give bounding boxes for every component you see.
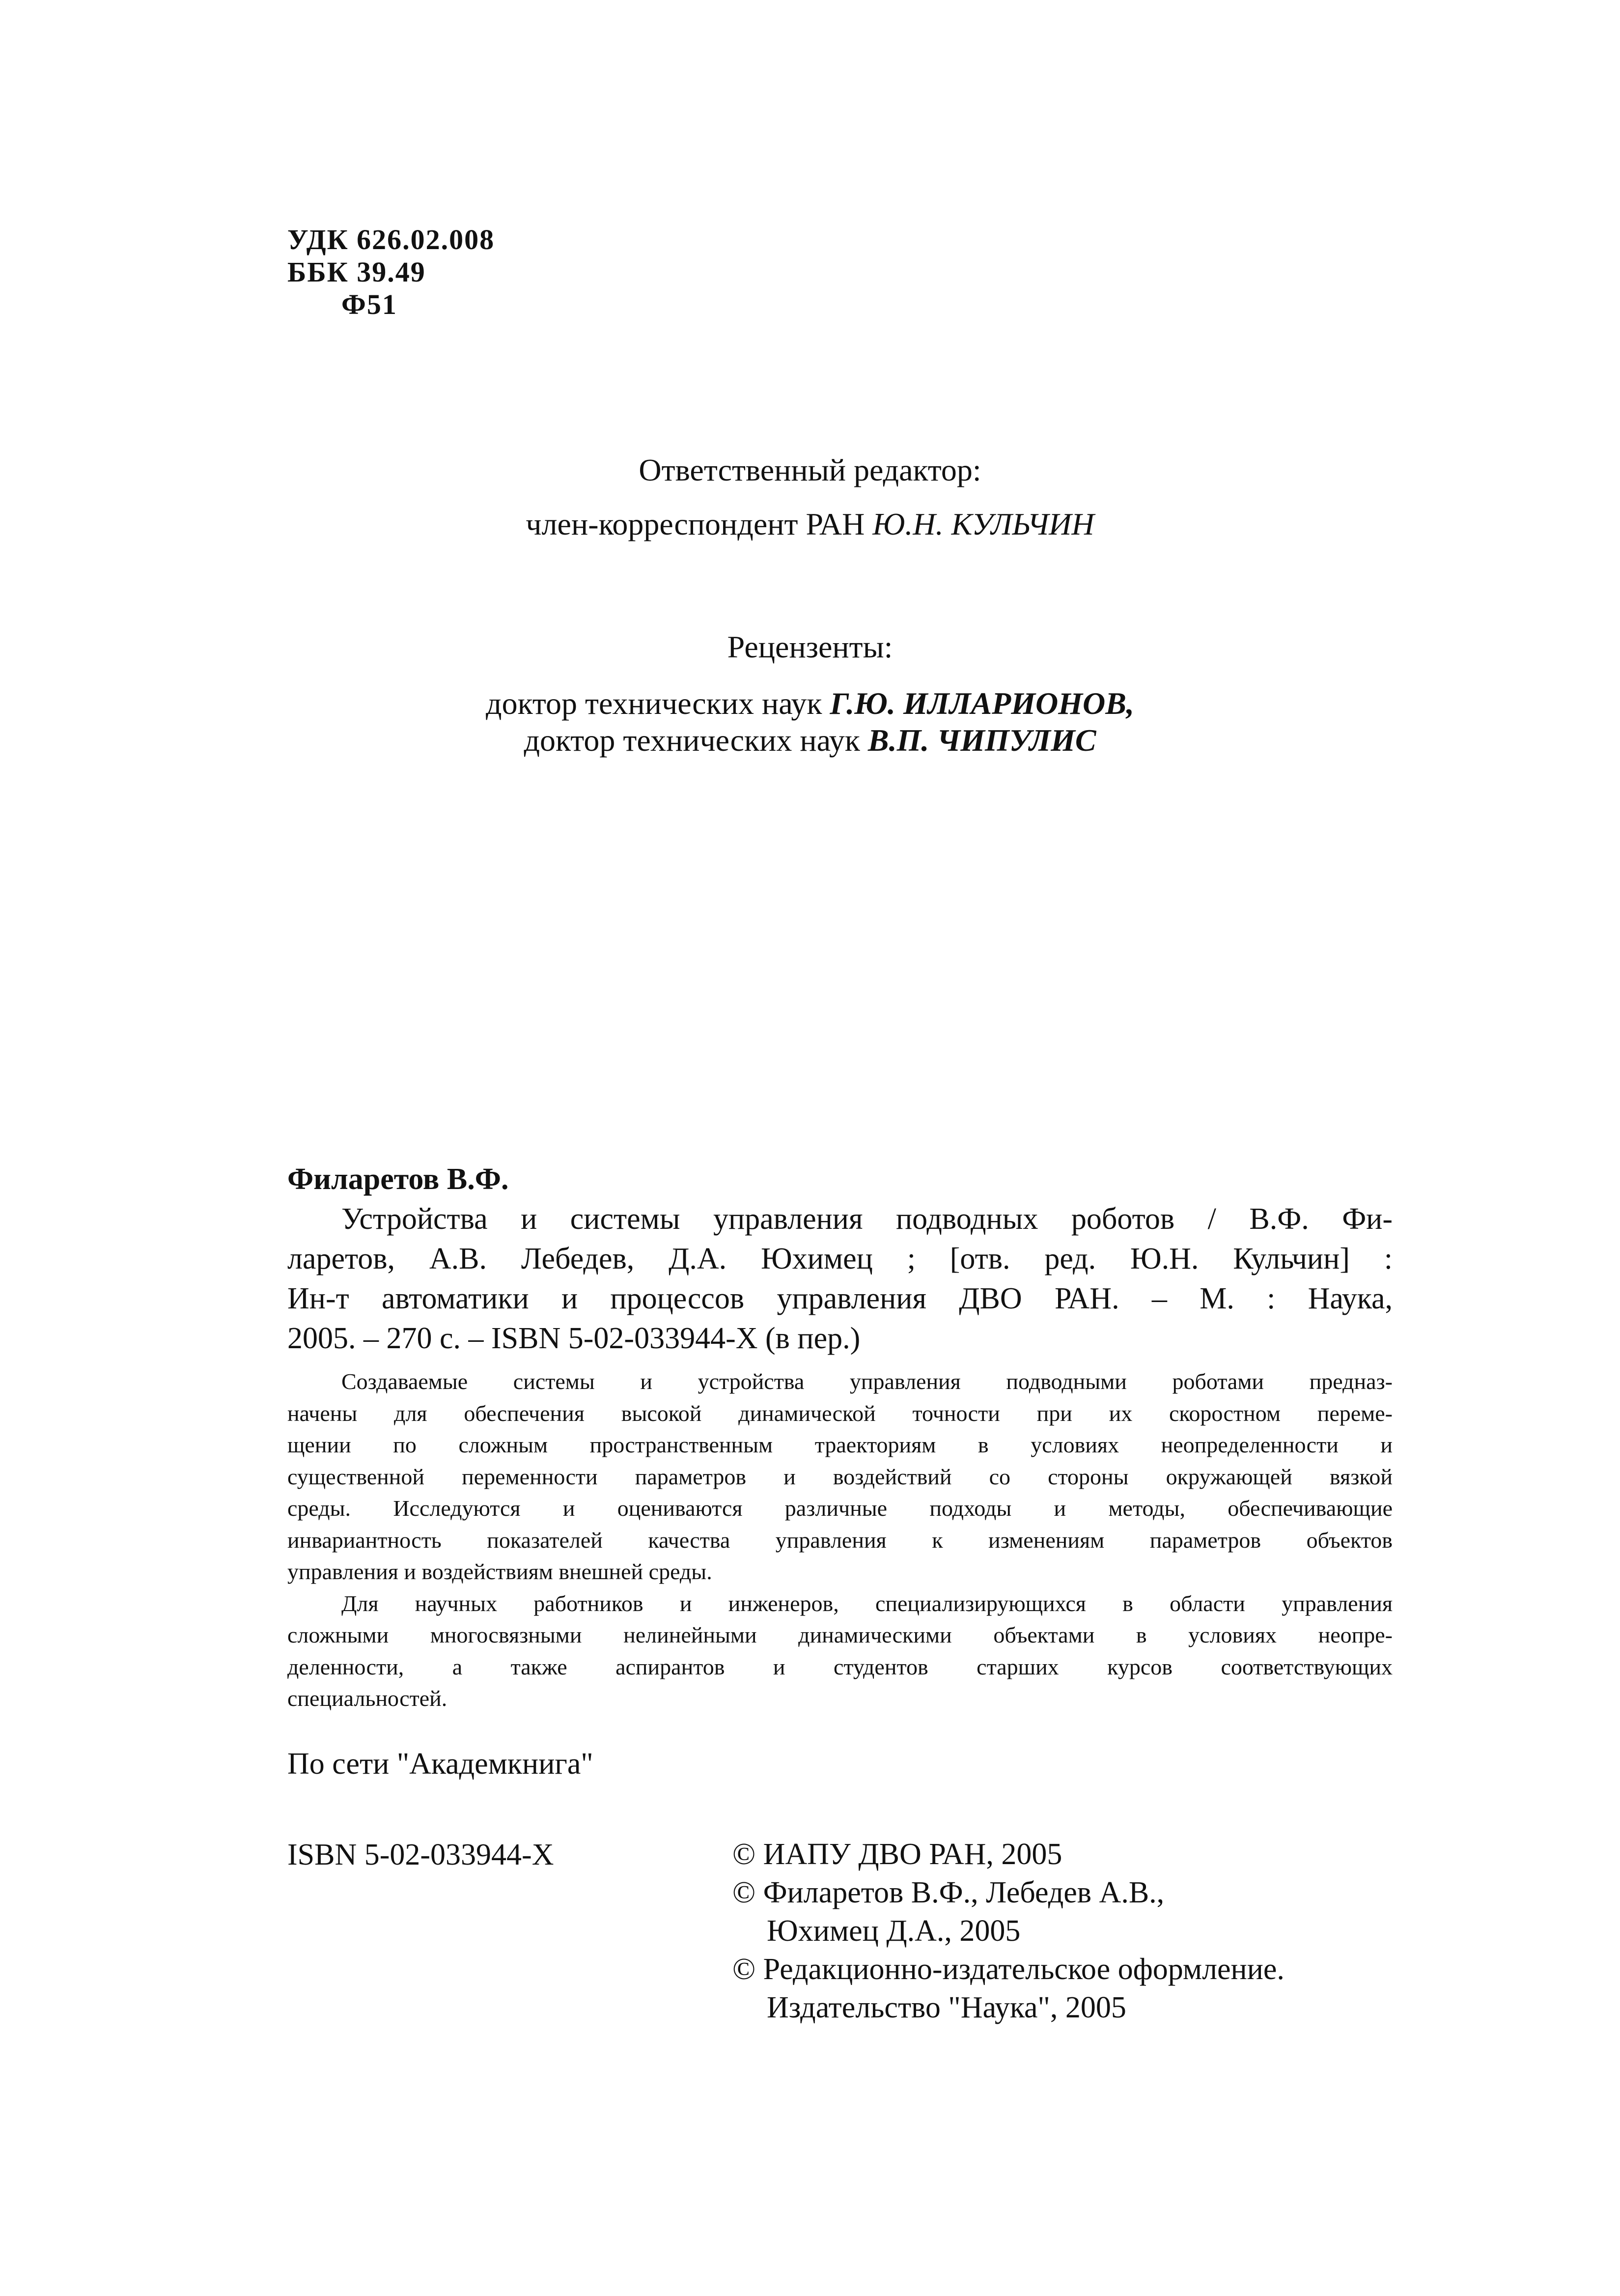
catalog-line: Устройства и системы управления подводных роботов / В.Ф. Фи- (341, 1202, 1393, 1236)
copyright-line: © Филаретов В.Ф., Лебедев А.В., (732, 1876, 1165, 1909)
isbn: ISBN 5-02-033944-X (287, 1838, 554, 1871)
reviewer-name: Г.Ю. ИЛЛАРИОНОВ, (830, 686, 1134, 721)
abstract-line: специальностей. (287, 1686, 447, 1711)
abstract-line: Для научных работников и инженеров, специализирующихся в области управления (341, 1590, 1393, 1616)
abstract-line: Создаваемые системы и устройства управления подводными роботами предназ- (341, 1369, 1393, 1394)
catalog-line: 2005. – 270 с. – ISBN 5-02-033944-X (в пер.) (287, 1322, 861, 1355)
editor-name: Ю.Н. КУЛЬЧИН (872, 507, 1094, 541)
abstract (287, 1366, 1393, 1715)
editor-line (0, 506, 1620, 542)
udk-code: УДК 626.02.008 (287, 224, 495, 255)
copyright-line: Юхимец Д.А., 2005 (767, 1914, 1021, 1948)
distribution-note: По сети "Академкнига" (287, 1747, 593, 1781)
catalog-line: ларетов, А.В. Лебедев, Д.А. Юхимец ; [отв. ред. Ю.Н. Кульчин] : (287, 1242, 1393, 1276)
abstract-line: начены для обеспечения высокой динамической точности при их скоростном переме- (287, 1400, 1393, 1426)
bbk-code: ББК 39.49 (287, 256, 426, 288)
author-mark: Ф51 (341, 288, 397, 320)
reviewer-title: доктор технических наук (486, 686, 822, 721)
reviewers-heading: Рецензенты: (727, 629, 893, 664)
reviewer-1 (0, 685, 1620, 722)
abstract-line: сложными многосвязными нелинейными динамическими объектами в условиях неопре- (287, 1622, 1393, 1647)
copyright-line: Издательство "Наука", 2005 (767, 1991, 1126, 2024)
catalog-entry (287, 1160, 1393, 1359)
catalog-line: Ин-т автоматики и процессов управления ДВО РАН. – М. : Наука, (287, 1282, 1393, 1315)
copyright-line: © Редакционно-издательское оформление. (732, 1953, 1285, 1986)
abstract-line: существенной переменности параметров и воздействий со стороны окружающей вязкой (287, 1464, 1393, 1489)
credits (0, 0, 1620, 786)
abstract-line: среды. Исследуются и оцениваются различные подходы и методы, обеспечивающие (287, 1496, 1393, 1521)
abstract-line: деленности, а также аспирантов и студентов старших курсов соответствующих (287, 1654, 1393, 1679)
reviewer-name: В.П. ЧИПУЛИС (867, 723, 1096, 758)
reviewer-title: доктор технических наук (524, 723, 860, 758)
abstract-line: инвариантность показателей качества управления к изменениям параметров объектов (287, 1527, 1393, 1553)
abstract-line: управления и воздействиям внешней среды. (287, 1559, 712, 1584)
editor-title: член-корреспондент РАН (526, 507, 865, 541)
catalog-author: Филаретов В.Ф. (287, 1162, 509, 1196)
copyright-line: © ИАПУ ДВО РАН, 2005 (732, 1838, 1062, 1871)
reviewer-2 (0, 722, 1620, 759)
copyright-block (732, 1835, 1285, 2027)
editor-heading: Ответственный редактор: (639, 453, 981, 487)
abstract-line: щении по сложным пространственным траекториям в условиях неопределенности и (287, 1432, 1393, 1457)
